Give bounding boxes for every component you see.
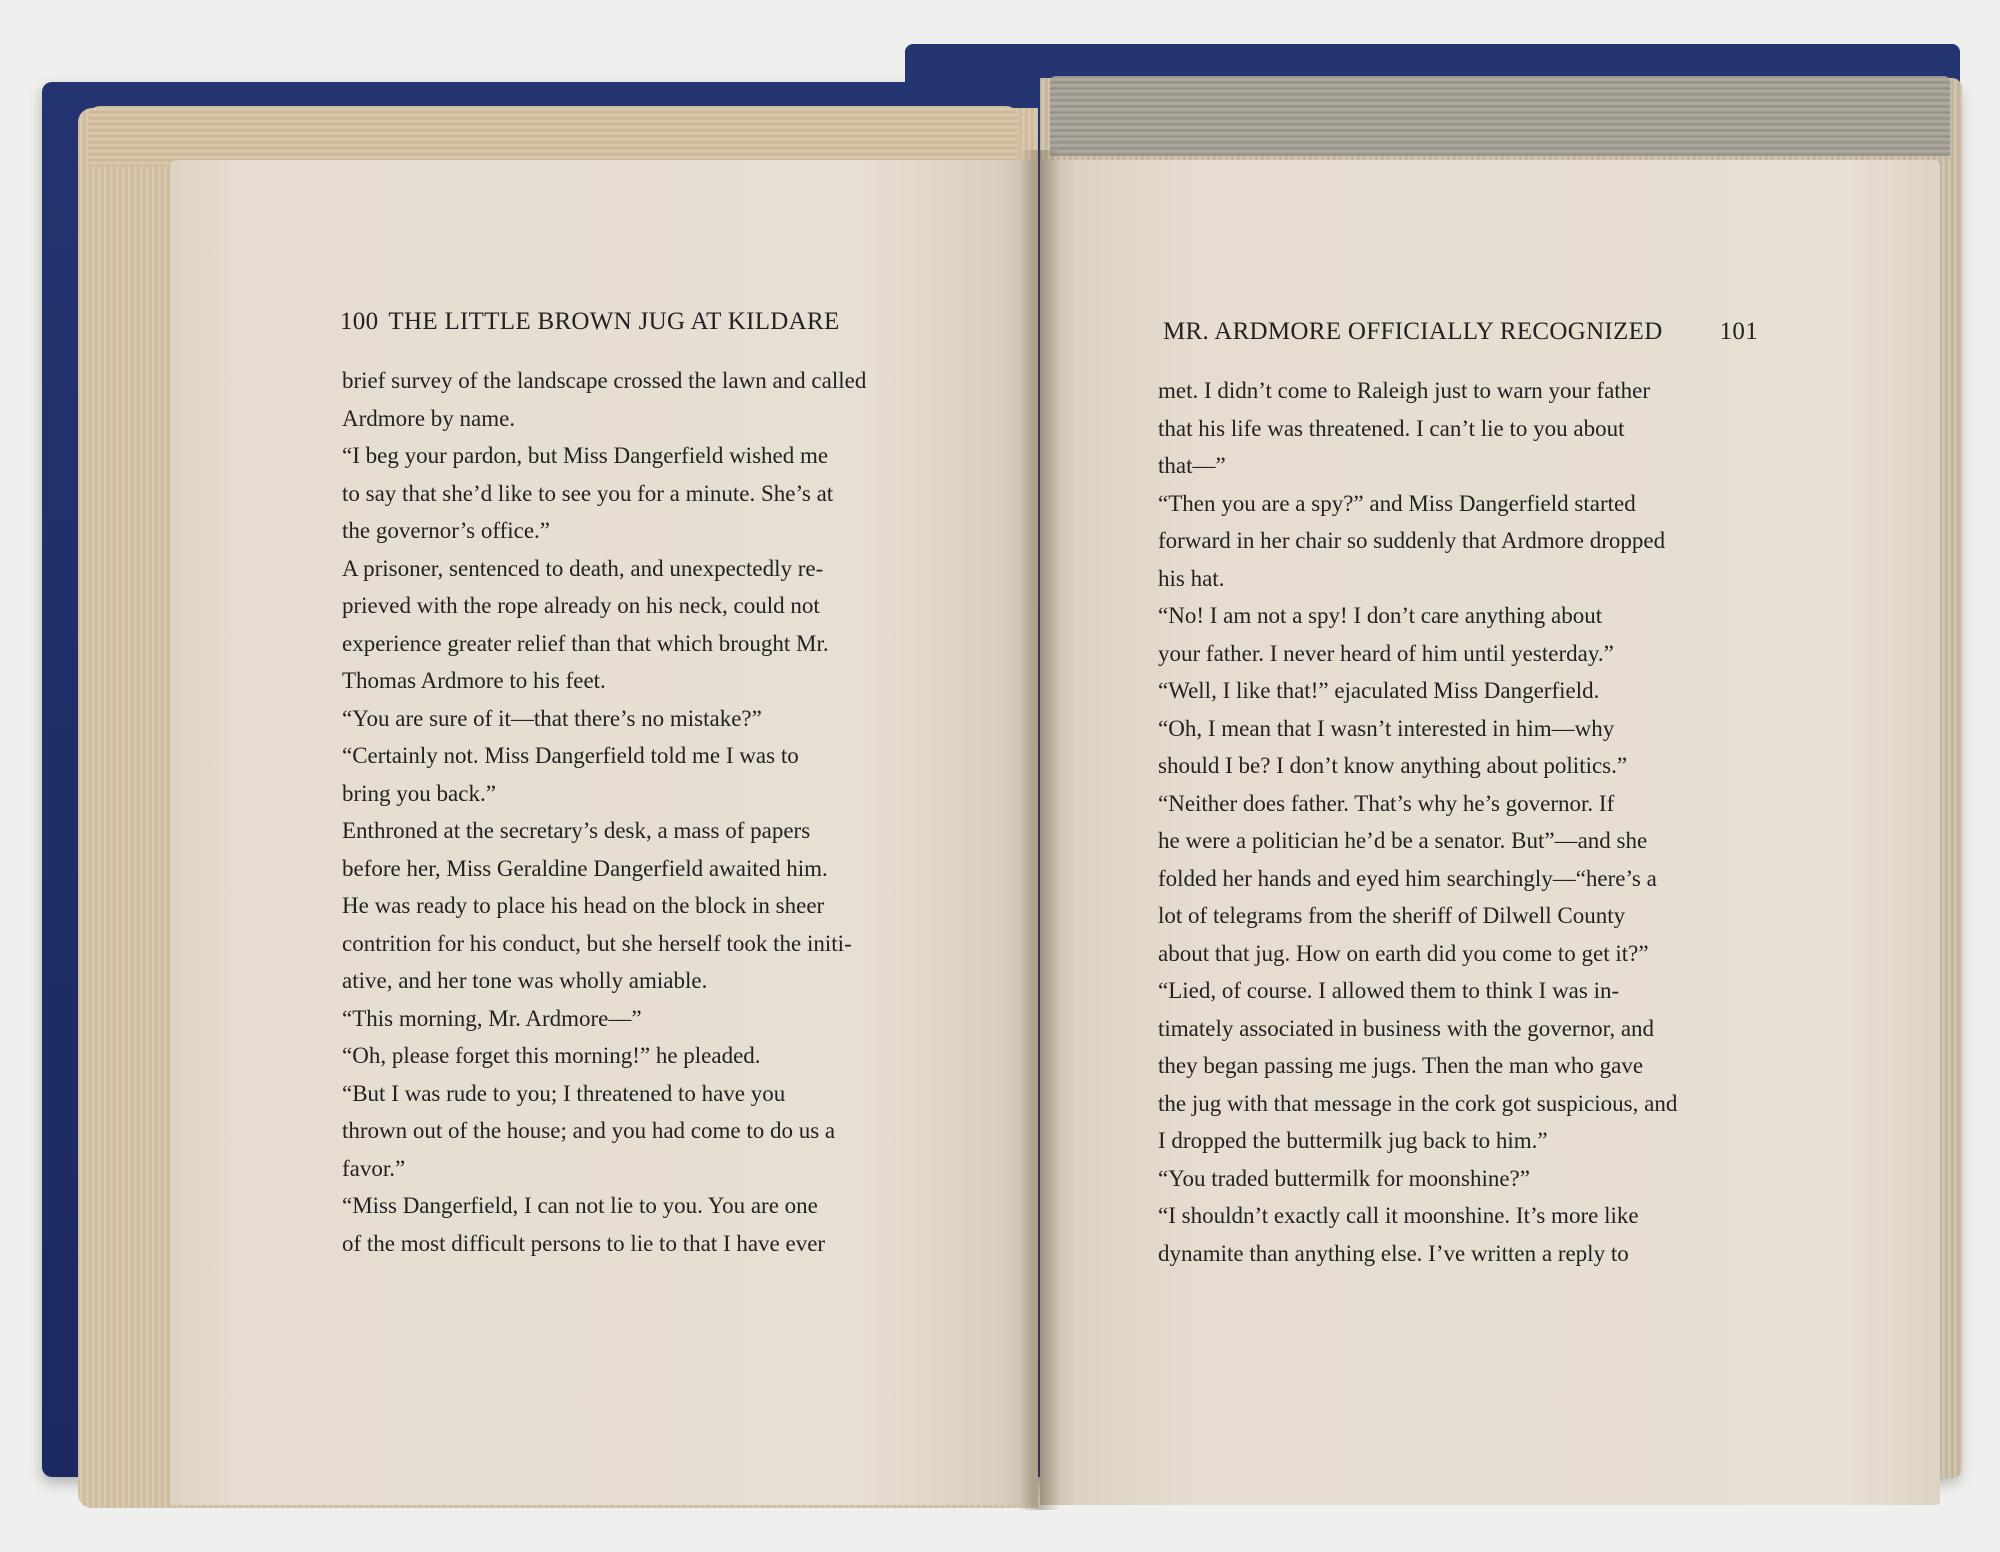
left-page-number: 100: [340, 308, 379, 335]
text-line: “Certainly not. Miss Dangerfield told me I was to: [342, 743, 799, 768]
text-line: the governor’s office.”: [342, 518, 550, 543]
text-line: “Oh, I mean that I wasn’t interested in him—why: [1158, 715, 1615, 741]
text-line: A prisoner, sentenced to death, and unexpectedly re-: [342, 555, 824, 581]
text-line: bring you back.”: [342, 780, 496, 806]
text-line: of the most difficult persons to lie to that I have ever: [342, 1230, 826, 1256]
text-line: his hat.: [1158, 565, 1225, 591]
text-line: Enthroned at the secretary’s desk, a mass of papers: [342, 818, 811, 843]
text-line: experience greater relief than that which brought Mr.: [342, 630, 829, 656]
text-line: ative, and her tone was wholly amiable.: [342, 968, 708, 993]
text-line: “I shouldn’t exactly call it moonshine. It’s more like: [1158, 1203, 1639, 1228]
text-line: about that jug. How on earth did you come to get it?”: [1158, 940, 1649, 966]
left-running-head: [340, 308, 940, 336]
right-running-head: [1163, 318, 1758, 346]
right-page-stack-top: [1050, 76, 1950, 156]
text-line: “This morning, Mr. Ardmore—”: [342, 1005, 642, 1031]
text-line: lot of telegrams from the sheriff of Dilwell County: [1158, 903, 1626, 928]
book-gutter: [1020, 150, 1060, 1510]
text-line: the jug with that message in the cork got suspicious, and: [1158, 1090, 1678, 1116]
text-line: Ardmore by name.: [342, 405, 516, 431]
text-line: He was ready to place his head on the block in sheer: [342, 893, 825, 918]
text-line: before her, Miss Geraldine Dangerfield awaited him.: [342, 855, 828, 881]
text-line: to say that she’d like to see you for a minute. She’s at: [342, 480, 834, 506]
left-running-head-title: THE LITTLE BROWN JUG AT KILDARE: [388, 308, 840, 335]
left-page-text: [342, 362, 942, 1262]
text-line: they began passing me jugs. Then the man who gave: [1158, 1053, 1644, 1078]
text-line: that his life was threatened. I can’t lie to you about: [1158, 415, 1625, 441]
text-line: prieved with the rope already on his neck, could not: [342, 593, 820, 618]
text-line: contrition for his conduct, but she herself took the initi-: [342, 930, 852, 956]
left-page-stack-top: [88, 106, 1018, 166]
text-line: folded her hands and eyed him searchingly—“here’s a: [1158, 865, 1657, 891]
text-line: thrown out of the house; and you had come to do us a: [342, 1118, 836, 1143]
text-line: favor.”: [342, 1155, 406, 1181]
text-line: should I be? I don’t know anything about politics.”: [1158, 753, 1628, 778]
text-line: Thomas Ardmore to his feet.: [342, 668, 606, 693]
text-line: “I beg your pardon, but Miss Dangerfield wished me: [342, 443, 829, 468]
text-line: “No! I am not a spy! I don’t care anything about: [1158, 603, 1603, 628]
text-line: “Lied, of course. I allowed them to think I was in-: [1158, 978, 1620, 1003]
text-line: “Miss Dangerfield, I can not lie to you. You are one: [342, 1193, 818, 1218]
right-page-text: [1158, 372, 1758, 1272]
text-line: your father. I never heard of him until yesterday.”: [1158, 640, 1614, 666]
text-line: he were a politician he’d be a senator. But”—and she: [1158, 828, 1648, 853]
text-line: forward in her chair so suddenly that Ardmore dropped: [1158, 528, 1666, 553]
text-line: met. I didn’t come to Raleigh just to warn your father: [1158, 378, 1651, 403]
text-line: that—”: [1158, 453, 1226, 478]
text-line: “Well, I like that!” ejaculated Miss Dangerfield.: [1158, 678, 1600, 703]
text-line: “But I was rude to you; I threatened to have you: [342, 1080, 786, 1106]
text-line: “You are sure of it—that there’s no mistake?”: [342, 705, 762, 731]
text-line: “Oh, please forget this morning!” he pleaded.: [342, 1043, 761, 1068]
text-line: “You traded buttermilk for moonshine?”: [1158, 1165, 1530, 1191]
text-line: “Neither does father. That’s why he’s governor. If: [1158, 790, 1615, 816]
right-page-number: 101: [1719, 318, 1758, 345]
text-line: dynamite than anything else. I’ve written a reply to: [1158, 1240, 1629, 1266]
text-line: “Then you are a spy?” and Miss Dangerfield started: [1158, 490, 1636, 516]
text-line: timately associated in business with the governor, and: [1158, 1015, 1655, 1041]
text-line: I dropped the buttermilk jug back to him.”: [1158, 1128, 1548, 1153]
right-running-head-title: MR. ARDMORE OFFICIALLY RECOGNIZED: [1163, 318, 1663, 345]
text-line: brief survey of the landscape crossed the lawn and called: [342, 368, 867, 393]
